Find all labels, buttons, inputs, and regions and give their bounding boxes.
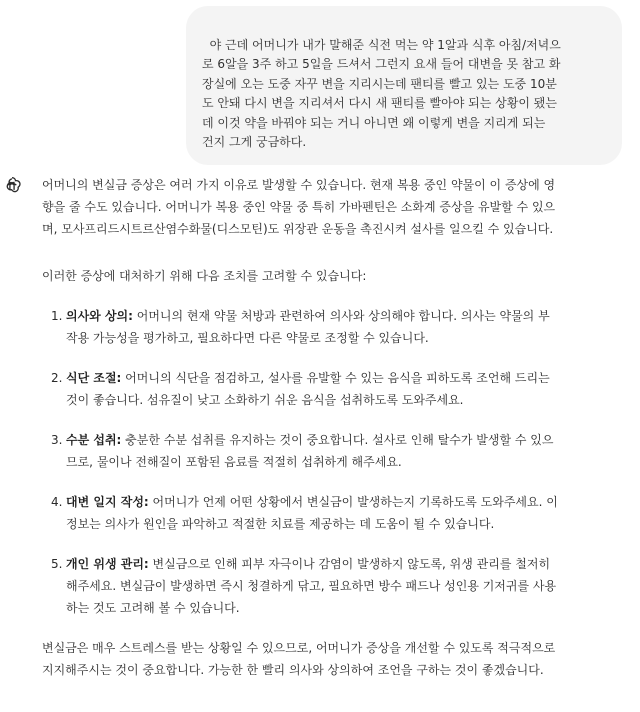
list-item-title: 의사와 상의: bbox=[66, 309, 133, 323]
list-item-number: 2. bbox=[51, 371, 63, 385]
list-item-number: 4. bbox=[51, 495, 63, 509]
list-item bbox=[42, 553, 624, 619]
assistant-closing: 변실금은 매우 스트레스를 받는 상황일 수 있으므로, 어머니가 증상을 개선할 수 있도록 적극적으로 지지해주시는 것이 중요합니다. 가능한 한 빨리 의사와 상의하여 조언을 구하는 것이 좋겠습니다. bbox=[42, 641, 556, 677]
recommendation-list bbox=[42, 305, 624, 619]
list-item-body: 어머니가 언제 어떤 상황에서 변실금이 발생하는지 기록하도록 도와주세요. 이 정보는 의사가 원인을 파악하고 적절한 치료를 제공하는 데 도움이 될 수 있습니다. bbox=[66, 495, 558, 531]
list-item-title: 대변 일지 작성: bbox=[66, 495, 149, 509]
list-item bbox=[42, 305, 624, 349]
list-item-title: 수분 섭취: bbox=[66, 433, 122, 447]
list-item-number: 1. bbox=[51, 309, 63, 323]
assistant-message bbox=[42, 174, 624, 681]
list-item-title: 개인 위생 관리: bbox=[66, 557, 149, 571]
list-item bbox=[42, 367, 624, 411]
list-item-body: 변실금으로 인해 피부 자극이나 감염이 발생하지 않도록, 위생 관리를 철저히 해주세요. 변실금이 발생하면 즉시 청결하게 닦고, 필요하면 방수 패드나 성인용 기저귀를 사용 하는 것도 고려해 볼 수 있습니다. bbox=[66, 557, 557, 615]
user-message-text: 야 근데 어머니가 내가 말해준 식전 먹는 약 1알과 식후 아침/저녁으 로 6알을 3주 하고 5일을 드셔서 그런지 요새 들어 대변을 못 참고 화 장실에 오는 도중 자꾸 변을 지리시는데 팬티를 빨고 있는 도중 10분 도 안돼 다시 변을 지리셔서 다시 새 팬티를 빨아야 되는 상황이 됐는 데 이것 약을 바꿔야 되는 거니 아니면 왜 이렇게 변을 지리게 되는 건지 그게 궁금하다. bbox=[202, 37, 561, 149]
assistant-intro: 어머니의 변실금 증상은 여러 가지 이유로 발생할 수 있습니다. 현재 복용 중인 약물이 이 증상에 영 향을 줄 수도 있습니다. 어머니가 복용 중인 약물 중 특히 가바펜틴은 소화계 증상을 유발할 수 있으 며, 모사프리드시트르산염수화물(디스모틴)도 위장관 운동을 촉진시켜 설사를 일으킬 수 있습니다. bbox=[42, 178, 556, 236]
assistant-lead: 이러한 증상에 대처하기 위해 다음 조치를 고려할 수 있습니다: bbox=[42, 269, 367, 283]
list-item-body: 어머니의 현재 약물 처방과 관련하여 의사와 상의해야 합니다. 의사는 약물의 부 작용 가능성을 평가하고, 필요하다면 다른 약물로 조정할 수 있습니다. bbox=[66, 309, 550, 345]
list-item bbox=[42, 491, 624, 535]
list-item bbox=[42, 429, 624, 473]
list-item-number: 5. bbox=[51, 557, 63, 571]
openai-logo-icon bbox=[2, 175, 22, 195]
list-item-title: 식단 조절: bbox=[66, 371, 122, 385]
user-message-bubble bbox=[186, 6, 622, 165]
list-item-body: 어머니의 식단을 점검하고, 설사를 유발할 수 있는 음식을 피하도록 조언해 드리는 것이 좋습니다. 섬유질이 낮고 소화하기 쉬운 음식을 섭취하도록 도와주세요. bbox=[66, 371, 550, 407]
list-item-body: 충분한 수분 섭취를 유지하는 것이 중요합니다. 설사로 인해 탈수가 발생할 수 있으 므로, 물이나 전해질이 포함된 음료를 적절히 섭취하게 해주세요. bbox=[66, 433, 554, 469]
list-item-number: 3. bbox=[51, 433, 63, 447]
